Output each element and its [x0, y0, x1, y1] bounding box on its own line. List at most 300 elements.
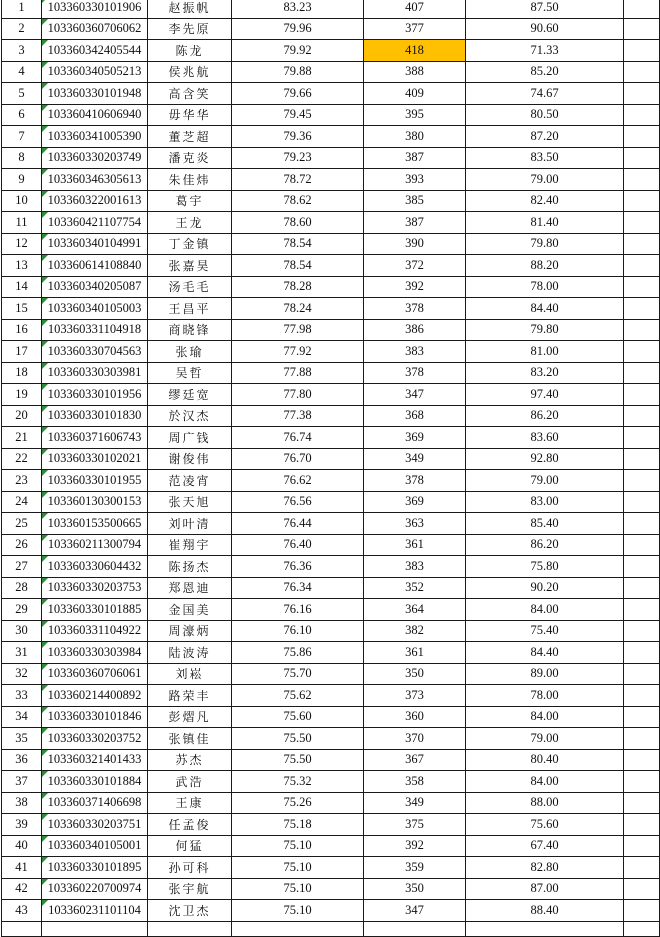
exam-score-cell[interactable]: 349 — [364, 792, 466, 814]
total-score-cell[interactable]: 78.54 — [232, 233, 364, 255]
name-cell[interactable]: 潘克炎 — [148, 147, 232, 169]
interview-score-cell[interactable]: 81.40 — [466, 212, 624, 234]
candidate-id-cell[interactable]: 103360130300153 — [42, 491, 148, 513]
name-cell[interactable]: 侯兆航 — [148, 61, 232, 83]
candidate-id-cell[interactable]: 103360340105003 — [42, 298, 148, 320]
candidate-id-cell[interactable]: 103360220700974 — [42, 878, 148, 900]
name-cell[interactable]: 丁金镇 — [148, 233, 232, 255]
total-score-cell[interactable]: 76.10 — [232, 620, 364, 642]
rank-cell[interactable]: 33 — [2, 685, 42, 707]
interview-score-cell[interactable]: 83.20 — [466, 362, 624, 384]
total-score-cell[interactable]: 76.62 — [232, 470, 364, 492]
rank-cell[interactable]: 24 — [2, 491, 42, 513]
name-cell[interactable]: 苏杰 — [148, 749, 232, 771]
candidate-id-cell[interactable]: 103360421107754 — [42, 212, 148, 234]
total-score-cell[interactable]: 76.36 — [232, 556, 364, 578]
interview-score-cell[interactable]: 87.20 — [466, 126, 624, 148]
candidate-id-cell[interactable]: 103360231101104 — [42, 900, 148, 922]
empty-cell[interactable] — [624, 104, 660, 126]
candidate-id-cell[interactable]: 103360330203753 — [42, 577, 148, 599]
empty-cell[interactable] — [624, 491, 660, 513]
exam-score-cell[interactable]: 360 — [364, 706, 466, 728]
total-score-cell[interactable]: 75.60 — [232, 706, 364, 728]
exam-score-cell[interactable]: 352 — [364, 577, 466, 599]
exam-score-cell[interactable]: 387 — [364, 147, 466, 169]
exam-score-cell[interactable]: 418 — [364, 40, 466, 62]
rank-cell[interactable]: 6 — [2, 104, 42, 126]
exam-score-cell[interactable]: 380 — [364, 126, 466, 148]
rank-cell[interactable]: 17 — [2, 341, 42, 363]
exam-score-cell[interactable]: 393 — [364, 169, 466, 191]
total-score-cell[interactable]: 78.28 — [232, 276, 364, 298]
name-cell[interactable]: 周濠炳 — [148, 620, 232, 642]
name-cell[interactable]: 彭熠凡 — [148, 706, 232, 728]
interview-score-cell[interactable]: 81.00 — [466, 341, 624, 363]
interview-score-cell[interactable]: 86.20 — [466, 534, 624, 556]
exam-score-cell[interactable]: 361 — [364, 534, 466, 556]
candidate-id-cell[interactable]: 103360340105001 — [42, 835, 148, 857]
name-cell[interactable]: 张瑜 — [148, 341, 232, 363]
interview-score-cell[interactable]: 83.60 — [466, 427, 624, 449]
empty-cell[interactable] — [624, 814, 660, 836]
rank-cell[interactable]: 37 — [2, 771, 42, 793]
total-score-cell[interactable]: 78.54 — [232, 255, 364, 277]
total-score-cell[interactable]: 78.60 — [232, 212, 364, 234]
total-score-cell[interactable]: 83.23 — [232, 0, 364, 18]
exam-score-cell[interactable]: 369 — [364, 427, 466, 449]
total-score-cell[interactable]: 77.98 — [232, 319, 364, 341]
empty-cell[interactable] — [624, 534, 660, 556]
interview-score-cell[interactable]: 90.20 — [466, 577, 624, 599]
name-cell[interactable]: 沈卫杰 — [148, 900, 232, 922]
candidate-id-cell[interactable]: 103360330101830 — [42, 405, 148, 427]
exam-score-cell[interactable]: 350 — [364, 663, 466, 685]
empty-cell[interactable] — [624, 83, 660, 105]
empty-cell[interactable] — [624, 857, 660, 879]
exam-score-cell[interactable]: 392 — [364, 835, 466, 857]
interview-score-cell[interactable]: 75.80 — [466, 556, 624, 578]
rank-cell[interactable]: 7 — [2, 126, 42, 148]
candidate-id-cell[interactable]: 103360342405544 — [42, 40, 148, 62]
name-cell[interactable]: 陈扬杰 — [148, 556, 232, 578]
name-cell[interactable]: 董芝超 — [148, 126, 232, 148]
exam-score-cell[interactable]: 390 — [364, 233, 466, 255]
exam-score-cell[interactable]: 388 — [364, 61, 466, 83]
empty-cell[interactable] — [624, 169, 660, 191]
candidate-id-cell[interactable]: 103360340104991 — [42, 233, 148, 255]
candidate-id-cell[interactable]: 103360340205087 — [42, 276, 148, 298]
rank-cell[interactable]: 1 — [2, 0, 42, 18]
rank-cell[interactable]: 20 — [2, 405, 42, 427]
candidate-id-cell[interactable]: 103360330704563 — [42, 341, 148, 363]
candidate-id-cell[interactable]: 103360330101906 — [42, 0, 148, 18]
exam-score-cell[interactable]: 387 — [364, 212, 466, 234]
empty-cell[interactable] — [624, 212, 660, 234]
total-score-cell[interactable]: 75.10 — [232, 900, 364, 922]
name-cell[interactable]: 谢俊伟 — [148, 448, 232, 470]
total-score-cell[interactable]: 75.10 — [232, 835, 364, 857]
rank-cell[interactable]: 27 — [2, 556, 42, 578]
total-score-cell[interactable]: 77.88 — [232, 362, 364, 384]
exam-score-cell[interactable]: 382 — [364, 620, 466, 642]
empty-cell[interactable] — [624, 190, 660, 212]
interview-score-cell[interactable]: 88.40 — [466, 900, 624, 922]
empty-cell[interactable] — [624, 599, 660, 621]
rank-cell[interactable]: 12 — [2, 233, 42, 255]
name-cell[interactable]: 刘叶清 — [148, 513, 232, 535]
exam-score-cell[interactable]: 386 — [364, 319, 466, 341]
empty-cell[interactable] — [232, 921, 364, 936]
empty-cell[interactable] — [466, 921, 624, 936]
candidate-id-cell[interactable]: 103360322001613 — [42, 190, 148, 212]
rank-cell[interactable]: 36 — [2, 749, 42, 771]
exam-score-cell[interactable]: 349 — [364, 448, 466, 470]
candidate-id-cell[interactable]: 103360330101895 — [42, 857, 148, 879]
candidate-id-cell[interactable]: 103360153500665 — [42, 513, 148, 535]
interview-score-cell[interactable]: 88.00 — [466, 792, 624, 814]
rank-cell[interactable]: 3 — [2, 40, 42, 62]
candidate-id-cell[interactable]: 103360330101884 — [42, 771, 148, 793]
interview-score-cell[interactable]: 82.40 — [466, 190, 624, 212]
total-score-cell[interactable]: 75.50 — [232, 728, 364, 750]
total-score-cell[interactable]: 77.92 — [232, 341, 364, 363]
interview-score-cell[interactable]: 67.40 — [466, 835, 624, 857]
exam-score-cell[interactable]: 359 — [364, 857, 466, 879]
name-cell[interactable]: 刘崧 — [148, 663, 232, 685]
rank-cell[interactable]: 38 — [2, 792, 42, 814]
empty-cell[interactable] — [624, 921, 660, 936]
name-cell[interactable]: 何猛 — [148, 835, 232, 857]
name-cell[interactable]: 张镇佳 — [148, 728, 232, 750]
empty-cell[interactable] — [624, 319, 660, 341]
candidate-id-cell[interactable]: 103360371406698 — [42, 792, 148, 814]
exam-score-cell[interactable]: 372 — [364, 255, 466, 277]
empty-cell[interactable] — [624, 255, 660, 277]
total-score-cell[interactable]: 75.50 — [232, 749, 364, 771]
interview-score-cell[interactable]: 79.80 — [466, 319, 624, 341]
exam-score-cell[interactable]: 347 — [364, 384, 466, 406]
candidate-id-cell[interactable]: 103360330303984 — [42, 642, 148, 664]
candidate-id-cell[interactable]: 103360330203749 — [42, 147, 148, 169]
rank-cell[interactable]: 15 — [2, 298, 42, 320]
candidate-id-cell[interactable]: 103360211300794 — [42, 534, 148, 556]
empty-cell[interactable] — [624, 40, 660, 62]
total-score-cell[interactable]: 75.18 — [232, 814, 364, 836]
candidate-id-cell[interactable]: 103360330101885 — [42, 599, 148, 621]
empty-cell[interactable] — [624, 835, 660, 857]
total-score-cell[interactable]: 76.34 — [232, 577, 364, 599]
rank-cell[interactable]: 11 — [2, 212, 42, 234]
name-cell[interactable]: 商晓锋 — [148, 319, 232, 341]
total-score-cell[interactable]: 75.32 — [232, 771, 364, 793]
name-cell[interactable]: 毋华华 — [148, 104, 232, 126]
interview-score-cell[interactable]: 83.00 — [466, 491, 624, 513]
rank-cell[interactable]: 26 — [2, 534, 42, 556]
name-cell[interactable]: 缪廷宽 — [148, 384, 232, 406]
interview-score-cell[interactable]: 97.40 — [466, 384, 624, 406]
interview-score-cell[interactable]: 71.33 — [466, 40, 624, 62]
total-score-cell[interactable]: 78.24 — [232, 298, 364, 320]
interview-score-cell[interactable]: 75.60 — [466, 814, 624, 836]
rank-cell[interactable]: 43 — [2, 900, 42, 922]
interview-score-cell[interactable]: 84.40 — [466, 642, 624, 664]
rank-cell[interactable]: 42 — [2, 878, 42, 900]
name-cell[interactable]: 王龙 — [148, 212, 232, 234]
total-score-cell[interactable]: 79.66 — [232, 83, 364, 105]
rank-cell[interactable]: 8 — [2, 147, 42, 169]
total-score-cell[interactable]: 79.36 — [232, 126, 364, 148]
empty-cell[interactable] — [624, 792, 660, 814]
candidate-id-cell[interactable]: 103360321401433 — [42, 749, 148, 771]
rank-cell[interactable]: 4 — [2, 61, 42, 83]
total-score-cell[interactable]: 79.45 — [232, 104, 364, 126]
rank-cell[interactable]: 31 — [2, 642, 42, 664]
exam-score-cell[interactable]: 350 — [364, 878, 466, 900]
rank-cell[interactable]: 39 — [2, 814, 42, 836]
empty-cell[interactable] — [148, 921, 232, 936]
name-cell[interactable]: 陆波涛 — [148, 642, 232, 664]
candidate-id-cell[interactable]: 103360331104922 — [42, 620, 148, 642]
candidate-id-cell[interactable]: 103360330102021 — [42, 448, 148, 470]
empty-cell[interactable] — [624, 878, 660, 900]
rank-cell[interactable]: 14 — [2, 276, 42, 298]
empty-cell[interactable] — [624, 427, 660, 449]
empty-cell[interactable] — [624, 448, 660, 470]
rank-cell[interactable]: 10 — [2, 190, 42, 212]
rank-cell[interactable]: 29 — [2, 599, 42, 621]
rank-cell[interactable]: 34 — [2, 706, 42, 728]
rank-cell[interactable]: 9 — [2, 169, 42, 191]
interview-score-cell[interactable]: 87.50 — [466, 0, 624, 18]
empty-cell[interactable] — [624, 771, 660, 793]
total-score-cell[interactable]: 78.72 — [232, 169, 364, 191]
empty-cell[interactable] — [624, 233, 660, 255]
exam-score-cell[interactable]: 364 — [364, 599, 466, 621]
empty-cell[interactable] — [624, 577, 660, 599]
exam-score-cell[interactable]: 367 — [364, 749, 466, 771]
candidate-id-cell[interactable]: 103360330604432 — [42, 556, 148, 578]
empty-cell[interactable] — [42, 921, 148, 936]
empty-cell[interactable] — [2, 921, 42, 936]
empty-cell[interactable] — [624, 470, 660, 492]
total-score-cell[interactable]: 75.70 — [232, 663, 364, 685]
total-score-cell[interactable]: 76.74 — [232, 427, 364, 449]
total-score-cell[interactable]: 76.56 — [232, 491, 364, 513]
empty-cell[interactable] — [624, 620, 660, 642]
interview-score-cell[interactable]: 79.00 — [466, 470, 624, 492]
name-cell[interactable]: 於汉杰 — [148, 405, 232, 427]
total-score-cell[interactable]: 79.23 — [232, 147, 364, 169]
empty-cell[interactable] — [624, 126, 660, 148]
name-cell[interactable]: 王昌平 — [148, 298, 232, 320]
exam-score-cell[interactable]: 395 — [364, 104, 466, 126]
name-cell[interactable]: 汤毛毛 — [148, 276, 232, 298]
name-cell[interactable]: 郑恩迪 — [148, 577, 232, 599]
empty-cell[interactable] — [624, 556, 660, 578]
interview-score-cell[interactable]: 75.40 — [466, 620, 624, 642]
interview-score-cell[interactable]: 84.00 — [466, 771, 624, 793]
rank-cell[interactable]: 21 — [2, 427, 42, 449]
empty-cell[interactable] — [624, 706, 660, 728]
interview-score-cell[interactable]: 85.40 — [466, 513, 624, 535]
empty-cell[interactable] — [624, 749, 660, 771]
name-cell[interactable]: 高含笑 — [148, 83, 232, 105]
total-score-cell[interactable]: 75.26 — [232, 792, 364, 814]
total-score-cell[interactable]: 75.10 — [232, 878, 364, 900]
exam-score-cell[interactable]: 407 — [364, 0, 466, 18]
exam-score-cell[interactable]: 370 — [364, 728, 466, 750]
interview-score-cell[interactable]: 82.80 — [466, 857, 624, 879]
exam-score-cell[interactable]: 358 — [364, 771, 466, 793]
empty-cell[interactable] — [624, 61, 660, 83]
interview-score-cell[interactable]: 85.20 — [466, 61, 624, 83]
exam-score-cell[interactable]: 363 — [364, 513, 466, 535]
empty-cell[interactable] — [624, 642, 660, 664]
rank-cell[interactable]: 18 — [2, 362, 42, 384]
candidate-id-cell[interactable]: 103360341005390 — [42, 126, 148, 148]
exam-score-cell[interactable]: 347 — [364, 900, 466, 922]
exam-score-cell[interactable]: 409 — [364, 83, 466, 105]
candidate-id-cell[interactable]: 103360360706061 — [42, 663, 148, 685]
empty-cell[interactable] — [624, 276, 660, 298]
name-cell[interactable]: 崔翔宇 — [148, 534, 232, 556]
rank-cell[interactable]: 30 — [2, 620, 42, 642]
candidate-id-cell[interactable]: 103360330101948 — [42, 83, 148, 105]
exam-score-cell[interactable]: 361 — [364, 642, 466, 664]
candidate-id-cell[interactable]: 103360614108840 — [42, 255, 148, 277]
rank-cell[interactable]: 35 — [2, 728, 42, 750]
interview-score-cell[interactable]: 78.00 — [466, 685, 624, 707]
empty-cell[interactable] — [624, 728, 660, 750]
interview-score-cell[interactable]: 79.00 — [466, 728, 624, 750]
name-cell[interactable]: 王康 — [148, 792, 232, 814]
exam-score-cell[interactable]: 383 — [364, 556, 466, 578]
total-score-cell[interactable]: 76.16 — [232, 599, 364, 621]
rank-cell[interactable]: 25 — [2, 513, 42, 535]
name-cell[interactable]: 朱佳炜 — [148, 169, 232, 191]
exam-score-cell[interactable]: 377 — [364, 18, 466, 40]
empty-cell[interactable] — [624, 405, 660, 427]
candidate-id-cell[interactable]: 103360330101955 — [42, 470, 148, 492]
exam-score-cell[interactable]: 392 — [364, 276, 466, 298]
name-cell[interactable]: 金国美 — [148, 599, 232, 621]
exam-score-cell[interactable]: 375 — [364, 814, 466, 836]
rank-cell[interactable]: 41 — [2, 857, 42, 879]
interview-score-cell[interactable]: 90.60 — [466, 18, 624, 40]
name-cell[interactable]: 张嘉昊 — [148, 255, 232, 277]
total-score-cell[interactable]: 76.44 — [232, 513, 364, 535]
empty-cell[interactable] — [364, 921, 466, 936]
interview-score-cell[interactable]: 88.20 — [466, 255, 624, 277]
rank-cell[interactable]: 23 — [2, 470, 42, 492]
total-score-cell[interactable]: 77.80 — [232, 384, 364, 406]
empty-cell[interactable] — [624, 18, 660, 40]
interview-score-cell[interactable]: 92.80 — [466, 448, 624, 470]
interview-score-cell[interactable]: 83.50 — [466, 147, 624, 169]
name-cell[interactable]: 路荣丰 — [148, 685, 232, 707]
candidate-id-cell[interactable]: 103360330303981 — [42, 362, 148, 384]
name-cell[interactable]: 张宇航 — [148, 878, 232, 900]
interview-score-cell[interactable]: 84.00 — [466, 706, 624, 728]
total-score-cell[interactable]: 79.88 — [232, 61, 364, 83]
interview-score-cell[interactable]: 84.40 — [466, 298, 624, 320]
candidate-id-cell[interactable]: 103360410606940 — [42, 104, 148, 126]
total-score-cell[interactable]: 75.62 — [232, 685, 364, 707]
interview-score-cell[interactable]: 89.00 — [466, 663, 624, 685]
exam-score-cell[interactable]: 378 — [364, 362, 466, 384]
rank-cell[interactable]: 5 — [2, 83, 42, 105]
name-cell[interactable]: 陈龙 — [148, 40, 232, 62]
rank-cell[interactable]: 22 — [2, 448, 42, 470]
total-score-cell[interactable]: 75.86 — [232, 642, 364, 664]
interview-score-cell[interactable]: 78.00 — [466, 276, 624, 298]
name-cell[interactable]: 孙可科 — [148, 857, 232, 879]
name-cell[interactable]: 赵振帆 — [148, 0, 232, 18]
rank-cell[interactable]: 19 — [2, 384, 42, 406]
empty-cell[interactable] — [624, 147, 660, 169]
empty-cell[interactable] — [624, 513, 660, 535]
empty-cell[interactable] — [624, 663, 660, 685]
name-cell[interactable]: 范凌宵 — [148, 470, 232, 492]
empty-cell[interactable] — [624, 685, 660, 707]
total-score-cell[interactable]: 78.62 — [232, 190, 364, 212]
exam-score-cell[interactable]: 373 — [364, 685, 466, 707]
candidate-id-cell[interactable]: 103360330203752 — [42, 728, 148, 750]
candidate-id-cell[interactable]: 103360346305613 — [42, 169, 148, 191]
name-cell[interactable]: 任孟俊 — [148, 814, 232, 836]
rank-cell[interactable]: 32 — [2, 663, 42, 685]
empty-cell[interactable] — [624, 341, 660, 363]
interview-score-cell[interactable]: 80.40 — [466, 749, 624, 771]
interview-score-cell[interactable]: 87.00 — [466, 878, 624, 900]
interview-score-cell[interactable]: 80.50 — [466, 104, 624, 126]
exam-score-cell[interactable]: 383 — [364, 341, 466, 363]
candidate-id-cell[interactable]: 103360330101846 — [42, 706, 148, 728]
exam-score-cell[interactable]: 368 — [364, 405, 466, 427]
name-cell[interactable]: 武浩 — [148, 771, 232, 793]
total-score-cell[interactable]: 79.92 — [232, 40, 364, 62]
candidate-id-cell[interactable]: 103360330101956 — [42, 384, 148, 406]
candidate-id-cell[interactable]: 103360330203751 — [42, 814, 148, 836]
rank-cell[interactable]: 2 — [2, 18, 42, 40]
rank-cell[interactable]: 13 — [2, 255, 42, 277]
candidate-id-cell[interactable]: 103360340505213 — [42, 61, 148, 83]
empty-cell[interactable] — [624, 362, 660, 384]
name-cell[interactable]: 周广钱 — [148, 427, 232, 449]
empty-cell[interactable] — [624, 0, 660, 18]
interview-score-cell[interactable]: 74.67 — [466, 83, 624, 105]
empty-cell[interactable] — [624, 900, 660, 922]
rank-cell[interactable]: 28 — [2, 577, 42, 599]
total-score-cell[interactable]: 76.40 — [232, 534, 364, 556]
interview-score-cell[interactable]: 86.20 — [466, 405, 624, 427]
rank-cell[interactable]: 40 — [2, 835, 42, 857]
candidate-id-cell[interactable]: 103360331104918 — [42, 319, 148, 341]
name-cell[interactable]: 葛宇 — [148, 190, 232, 212]
total-score-cell[interactable]: 76.70 — [232, 448, 364, 470]
exam-score-cell[interactable]: 378 — [364, 298, 466, 320]
name-cell[interactable]: 李先原 — [148, 18, 232, 40]
interview-score-cell[interactable]: 84.00 — [466, 599, 624, 621]
candidate-id-cell[interactable]: 103360360706062 — [42, 18, 148, 40]
total-score-cell[interactable]: 79.96 — [232, 18, 364, 40]
exam-score-cell[interactable]: 369 — [364, 491, 466, 513]
exam-score-cell[interactable]: 385 — [364, 190, 466, 212]
rank-cell[interactable]: 16 — [2, 319, 42, 341]
candidate-id-cell[interactable]: 103360371606743 — [42, 427, 148, 449]
empty-cell[interactable] — [624, 384, 660, 406]
total-score-cell[interactable]: 77.38 — [232, 405, 364, 427]
